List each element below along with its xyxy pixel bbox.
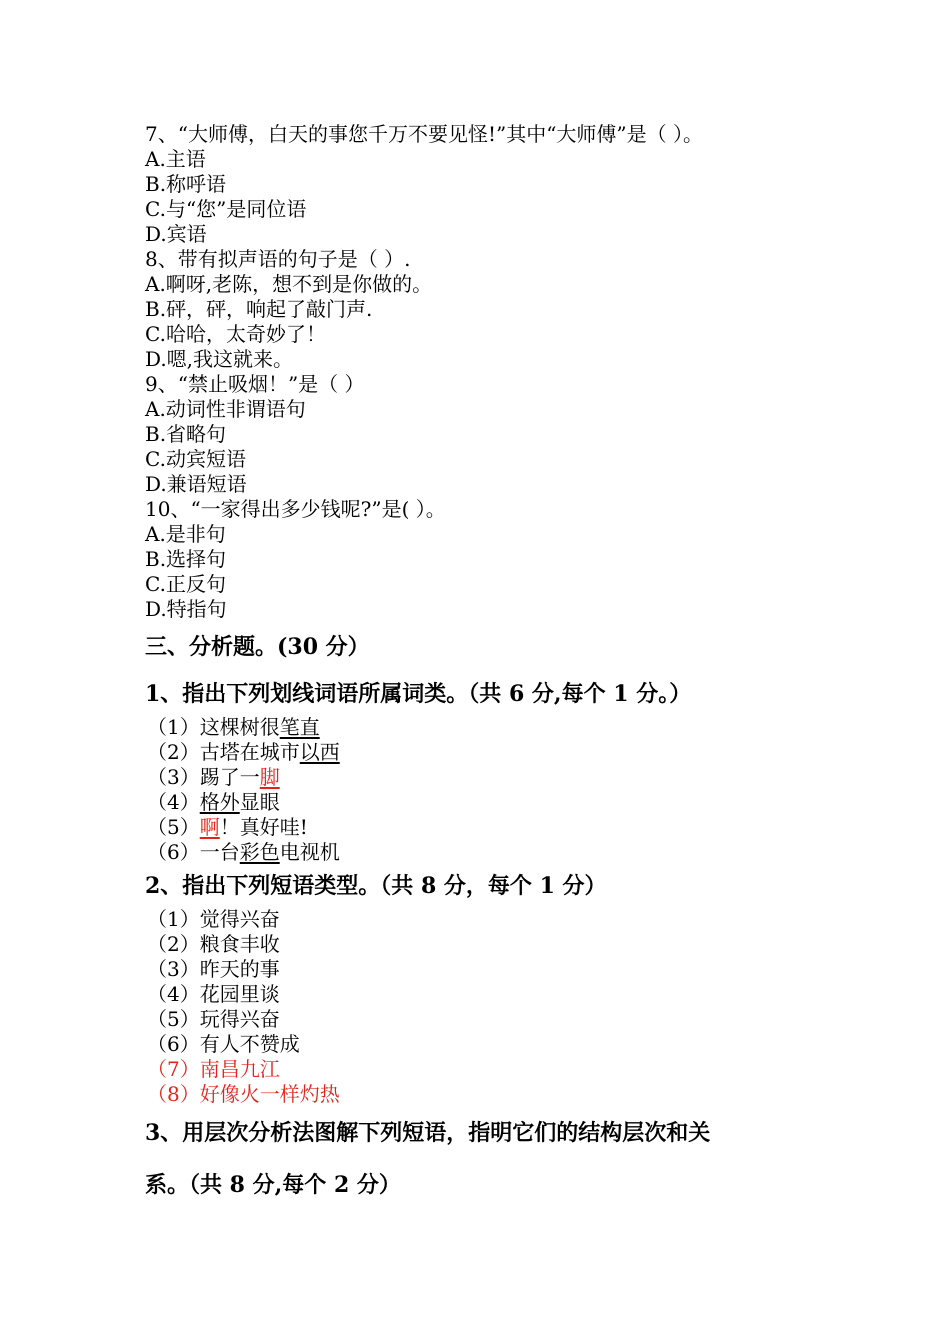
option-d: D.宾语 bbox=[145, 222, 207, 246]
exam-content bbox=[145, 122, 865, 1205]
section-heading: 三、分析题。(30 分） bbox=[145, 634, 370, 660]
option-b: B.砰，砰，响起了敲门声. bbox=[145, 297, 373, 321]
underlined-word: 笔直 bbox=[279, 715, 320, 739]
problem-1-list bbox=[145, 715, 865, 865]
option-a: A.主语 bbox=[145, 147, 206, 171]
list-item: （3）昨天的事 bbox=[147, 957, 280, 981]
problem-1-heading: 1、指出下列划线词语所属词类。（共 6 分,每个 1 分。） bbox=[145, 681, 692, 707]
list-item: （1）觉得兴奋 bbox=[147, 907, 280, 931]
underlined-word: 啊 bbox=[199, 815, 220, 839]
list-item: （5）玩得兴奋 bbox=[147, 1007, 280, 1031]
problem-3-heading-cont: 系。（共 8 分,每个 2 分） bbox=[145, 1172, 401, 1198]
option-b: B.称呼语 bbox=[145, 172, 227, 196]
option-a: A.啊呀,老陈，想不到是你做的。 bbox=[145, 272, 433, 296]
option-d: D.特指句 bbox=[145, 597, 227, 621]
item-text: 显眼 bbox=[239, 790, 280, 814]
item-text: ！真好哇! bbox=[219, 815, 308, 839]
underlined-word: 以西 bbox=[299, 740, 340, 764]
option-b: B.选择句 bbox=[145, 547, 227, 571]
option-c: C.与“您”是同位语 bbox=[145, 197, 307, 221]
question-10 bbox=[145, 497, 865, 622]
list-item: （8）好像火一样灼热 bbox=[147, 1082, 340, 1106]
list-item: （6）有人不赞成 bbox=[147, 1032, 300, 1056]
item-text: （2）古塔在城市 bbox=[147, 740, 300, 764]
underlined-word: 格外 bbox=[199, 790, 240, 814]
list-item bbox=[145, 840, 865, 865]
question-stem: 9、“禁止吸烟！”是（ ） bbox=[145, 372, 365, 396]
question-8 bbox=[145, 247, 865, 372]
problem-2-list bbox=[145, 907, 865, 1107]
item-text: （4） bbox=[147, 790, 200, 814]
underlined-word: 彩色 bbox=[239, 840, 280, 864]
question-stem: 7、“大师傅，白天的事您千万不要见怪!”其中“大师傅”是（ ）。 bbox=[145, 122, 704, 146]
option-b: B.省略句 bbox=[145, 422, 227, 446]
question-7 bbox=[145, 122, 865, 247]
underlined-word: 脚 bbox=[259, 765, 280, 789]
option-a: A.是非句 bbox=[145, 522, 226, 546]
list-item bbox=[145, 715, 865, 740]
list-item: （4）花园里谈 bbox=[147, 982, 280, 1006]
question-stem: 8、带有拟声语的句子是（ ）. bbox=[145, 247, 411, 271]
option-c: C.哈哈，太奇妙了！ bbox=[145, 322, 326, 346]
option-c: C.动宾短语 bbox=[145, 447, 246, 471]
item-text: （6）一台 bbox=[147, 840, 240, 864]
option-d: D.兼语短语 bbox=[145, 472, 247, 496]
option-c: C.正反句 bbox=[145, 572, 226, 596]
item-text: （5） bbox=[147, 815, 200, 839]
list-item: （7）南昌九江 bbox=[147, 1057, 280, 1081]
list-item bbox=[145, 765, 865, 790]
option-d: D.嗯,我这就来。 bbox=[145, 347, 294, 371]
problem-2-heading: 2、指出下列短语类型。（共 8 分，每个 1 分） bbox=[145, 873, 607, 899]
list-item: （2）粮食丰收 bbox=[147, 932, 280, 956]
item-text: （3）踢了一 bbox=[147, 765, 260, 789]
question-9 bbox=[145, 372, 865, 497]
question-stem: 10、“一家得出多少钱呢?”是( ）。 bbox=[145, 497, 446, 521]
list-item bbox=[145, 740, 865, 765]
item-text: （1）这棵树很 bbox=[147, 715, 280, 739]
option-a: A.动词性非谓语句 bbox=[145, 397, 306, 421]
problem-3-heading: 3、用层次分析法图解下列短语，指明它们的结构层次和关 bbox=[145, 1120, 711, 1146]
item-text: 电视机 bbox=[279, 840, 340, 864]
list-item bbox=[145, 815, 865, 840]
list-item bbox=[145, 790, 865, 815]
